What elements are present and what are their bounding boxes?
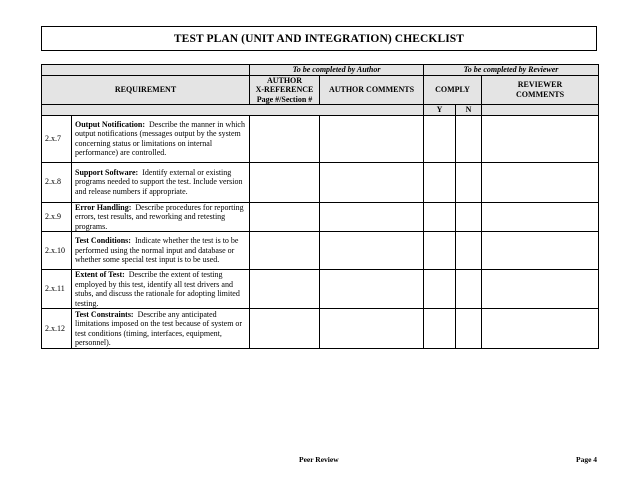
requirement-text: Describe procedures for reporting errors, test results, and reworking and retesting programs. (75, 202, 244, 231)
xref-header-line2: X-REFERENCE (255, 85, 314, 94)
reviewer-header-line2: COMMENTS (516, 89, 565, 99)
row-number: 2.x.11 (42, 270, 72, 309)
comply-yes-cell[interactable] (424, 115, 456, 162)
footer-label: Peer Review (299, 455, 339, 464)
comply-yes-cell[interactable] (424, 270, 456, 309)
requirement-title: Error Handling: (75, 202, 132, 212)
requirement-header: REQUIREMENT (42, 75, 250, 105)
comply-yes-cell[interactable] (424, 309, 456, 349)
group-header-blank (42, 65, 250, 76)
comply-yes-cell[interactable] (424, 162, 456, 202)
requirement-text: Describe any anticipated limitations imposed on the test because of system or test conditions (timing, interfaces, equipment, personnel). (75, 309, 243, 347)
comply-no-cell[interactable] (456, 202, 482, 232)
table-row (42, 309, 599, 349)
comply-no-header: N (456, 105, 482, 116)
reviewer-comments-cell[interactable] (482, 270, 599, 309)
table-row (42, 115, 599, 162)
xref-header-line1: AUTHOR (266, 75, 303, 85)
subheader-blank (42, 105, 424, 116)
comply-no-cell[interactable] (456, 115, 482, 162)
reviewer-comments-cell[interactable] (482, 162, 599, 202)
author-comments-cell[interactable] (320, 270, 424, 309)
requirement-title: Test Constraints: (75, 309, 134, 319)
table-row (42, 270, 599, 309)
requirement-text: Identify external or existing programs needed to support the test. Include version and release numbers if appropriate. (75, 167, 243, 196)
reviewer-comments-cell[interactable] (482, 309, 599, 349)
row-number: 2.x.12 (42, 309, 72, 349)
checklist-table (41, 64, 599, 349)
comply-no-cell[interactable] (456, 270, 482, 309)
reviewer-group-header: To be completed by Reviewer (424, 65, 599, 76)
table-row (42, 162, 599, 202)
author-comments-cell[interactable] (320, 115, 424, 162)
requirement-text: Describe the manner in which output notifications (messages output by the system concerning status or limitations on internal performance) are controlled. (75, 119, 245, 157)
author-comments-cell[interactable] (320, 202, 424, 232)
subheader-blank-right (482, 105, 599, 116)
xref-header-line3: Page #/Section # (256, 94, 313, 104)
page-number: Page 4 (576, 455, 598, 464)
comply-yes-cell[interactable] (424, 232, 456, 270)
xref-cell[interactable] (250, 162, 320, 202)
requirement-cell (72, 162, 250, 202)
xref-cell[interactable] (250, 309, 320, 349)
author-comments-cell[interactable] (320, 162, 424, 202)
reviewer-header-line1: REVIEWER (517, 80, 563, 90)
comply-no-cell[interactable] (456, 309, 482, 349)
author-group-header: To be completed by Author (250, 65, 424, 76)
requirement-title: Extent of Test: (75, 270, 125, 279)
requirement-text: Describe the extent of testing employed by this test, identify all test drivers and stubs, and discuss the rationale for adopting limited testing. (75, 270, 240, 308)
reviewer-comments-header (482, 75, 599, 105)
reviewer-comments-cell[interactable] (482, 202, 599, 232)
comply-header: COMPLY (424, 75, 482, 105)
requirement-cell (72, 309, 250, 349)
comply-yes-header: Y (424, 105, 456, 116)
table-row (42, 202, 599, 232)
requirement-title: Test Conditions: (75, 236, 131, 246)
requirement-cell (72, 202, 250, 232)
xref-cell[interactable] (250, 270, 320, 309)
comply-yes-cell[interactable] (424, 202, 456, 232)
xref-cell[interactable] (250, 115, 320, 162)
author-comments-cell[interactable] (320, 309, 424, 349)
table-row (42, 232, 599, 270)
row-number: 2.x.8 (42, 162, 72, 202)
xref-header (250, 75, 320, 105)
requirement-cell (72, 270, 250, 309)
requirement-title: Support Software: (75, 167, 139, 177)
comply-no-cell[interactable] (456, 162, 482, 202)
requirement-cell (72, 232, 250, 270)
author-comments-cell[interactable] (320, 232, 424, 270)
comply-no-cell[interactable] (456, 232, 482, 270)
row-number: 2.x.10 (42, 232, 72, 270)
author-comments-header: AUTHOR COMMENTS (320, 75, 424, 105)
requirement-title: Output Notification: (75, 119, 145, 129)
requirement-text: Indicate whether the test is to be performed using the normal input and database or whether some special test input is to be used. (75, 236, 239, 265)
requirement-cell (72, 115, 250, 162)
reviewer-comments-cell[interactable] (482, 232, 599, 270)
xref-cell[interactable] (250, 232, 320, 270)
xref-cell[interactable] (250, 202, 320, 232)
reviewer-comments-cell[interactable] (482, 115, 599, 162)
row-number: 2.x.9 (42, 202, 72, 232)
row-number: 2.x.7 (42, 115, 72, 162)
page-title: TEST PLAN (UNIT AND INTEGRATION) CHECKLIST (41, 26, 597, 51)
